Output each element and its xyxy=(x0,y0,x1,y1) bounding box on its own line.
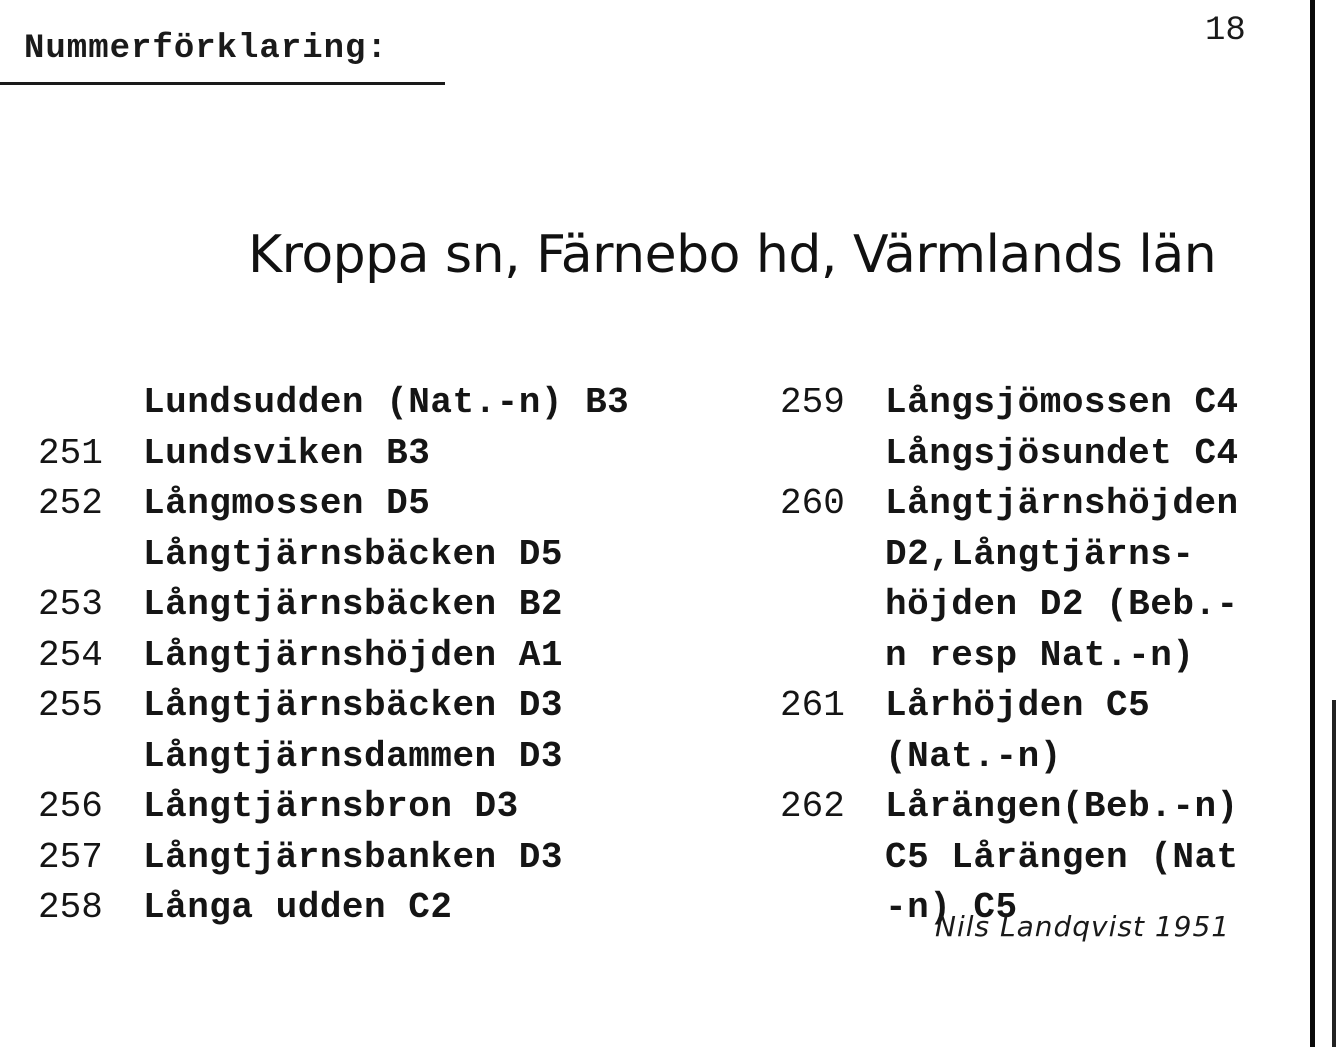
right-column xyxy=(780,378,1320,934)
entry-number xyxy=(780,732,885,783)
entry-number: 262 xyxy=(780,786,845,827)
list-item xyxy=(780,681,1320,732)
entry-number: 255 xyxy=(38,685,103,726)
entry-text: Långmossen D5 xyxy=(143,483,431,524)
entry-text: Långtjärnsbäcken B2 xyxy=(143,584,563,625)
list-item xyxy=(38,378,738,429)
entry-number: 259 xyxy=(780,382,845,423)
list-item xyxy=(38,580,738,631)
entry-number xyxy=(780,429,885,480)
entry-text: Långa udden C2 xyxy=(143,887,453,928)
entry-text: Långtjärnsbanken D3 xyxy=(143,836,563,878)
list-item xyxy=(38,429,738,480)
entry-number: 260 xyxy=(780,483,845,524)
entry-text: Långtjärnsbron D3 xyxy=(143,786,519,827)
entry-number xyxy=(38,732,143,783)
entry-number: 261 xyxy=(780,685,845,726)
entry-text: Långsjömossen C4 xyxy=(885,382,1239,423)
heading-underline xyxy=(0,82,445,85)
list-item xyxy=(780,378,1320,429)
entry-number: 258 xyxy=(38,887,103,928)
list-item xyxy=(780,429,1320,480)
list-item xyxy=(38,883,738,934)
list-item xyxy=(38,732,738,783)
left-column xyxy=(38,378,738,934)
list-item xyxy=(780,479,1320,530)
entry-text: Långtjärnsbäcken D5 xyxy=(143,533,563,575)
parish-title: Kroppa sn, Färnebo hd, Värmlands län xyxy=(248,225,1217,285)
list-item xyxy=(38,833,738,884)
entry-text: Lundsviken B3 xyxy=(143,432,431,474)
card-heading: Nummerförklaring: xyxy=(24,30,388,68)
author-signature: Nils Landqvist 1951 xyxy=(935,910,1231,943)
list-item xyxy=(38,631,738,682)
entry-number: 253 xyxy=(38,584,103,625)
card-edge-line xyxy=(1310,0,1315,1047)
entry-number xyxy=(780,883,885,934)
page-number: 18 xyxy=(1205,12,1246,50)
entry-number xyxy=(780,833,885,884)
entry-number xyxy=(780,580,885,631)
entry-text: n resp Nat.-n) xyxy=(885,634,1195,676)
entry-text: Lundsudden (Nat.-n) B3 xyxy=(143,382,630,423)
list-item xyxy=(780,530,1320,581)
list-item xyxy=(780,732,1320,783)
entry-number xyxy=(780,530,885,581)
entry-text: Lårängen(Beb.-n) xyxy=(885,786,1239,827)
entry-text: Långsjösundet C4 xyxy=(885,432,1239,474)
entry-text: höjden D2 (Beb.- xyxy=(885,584,1239,625)
entry-number: 251 xyxy=(38,432,103,474)
entry-text: Långtjärnsdammen D3 xyxy=(143,735,563,777)
entry-text: -n) C5 xyxy=(885,887,1018,928)
list-item xyxy=(38,479,738,530)
entry-number: 254 xyxy=(38,634,103,676)
entry-number: 257 xyxy=(38,836,103,878)
card-edge-line xyxy=(1332,700,1336,1047)
entry-text: D2,Långtjärns- xyxy=(885,533,1195,575)
entry-text: (Nat.-n) xyxy=(885,735,1062,777)
entry-text: Långtjärnsbäcken D3 xyxy=(143,685,563,726)
list-item xyxy=(38,530,738,581)
entry-text: Lårhöjden C5 xyxy=(885,685,1151,726)
entry-number: 256 xyxy=(38,786,103,827)
entry-text: Långtjärnshöjden xyxy=(885,483,1239,524)
list-item xyxy=(780,833,1320,884)
entry-text: C5 Lårängen (Nat xyxy=(885,836,1239,878)
list-item xyxy=(780,782,1320,833)
entry-number xyxy=(38,530,143,581)
list-item xyxy=(38,782,738,833)
list-item xyxy=(780,580,1320,631)
list-item xyxy=(38,681,738,732)
entry-number xyxy=(38,378,143,429)
entry-number: 252 xyxy=(38,483,103,524)
entry-text: Långtjärnshöjden A1 xyxy=(143,634,563,676)
list-item xyxy=(780,631,1320,682)
entry-number xyxy=(780,631,885,682)
